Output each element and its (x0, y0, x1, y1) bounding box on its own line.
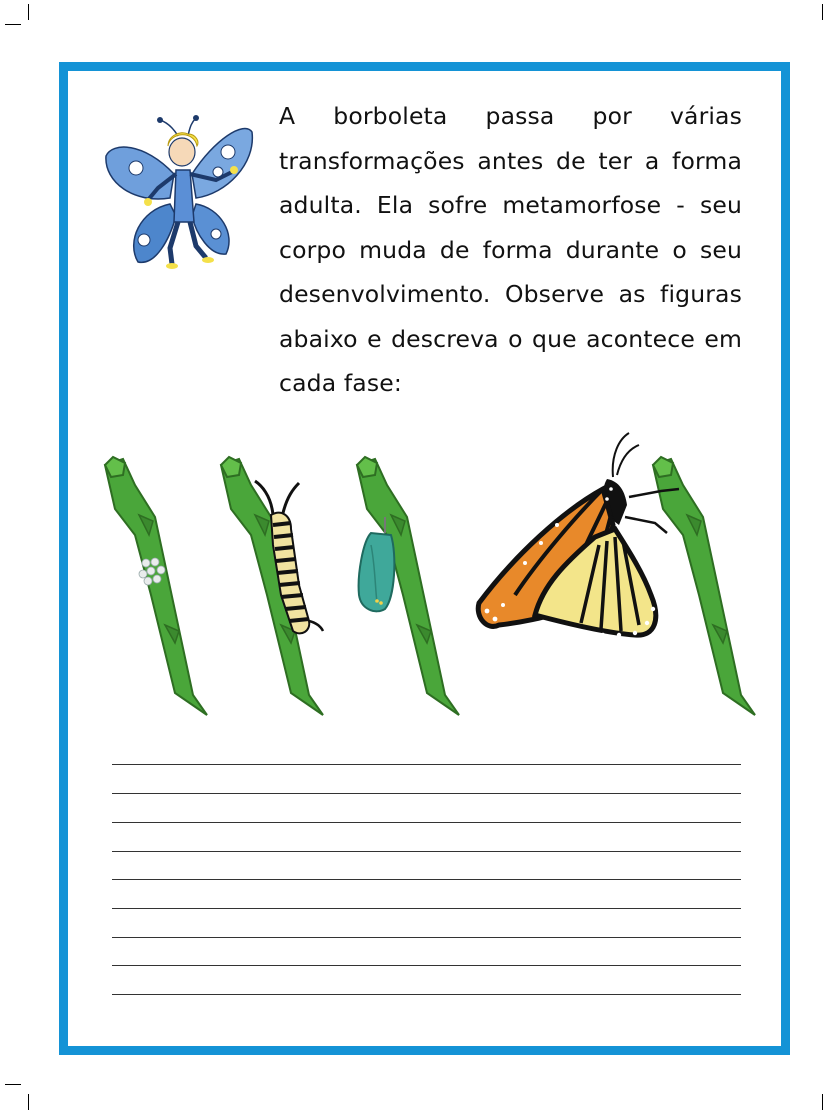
egg-stage (105, 457, 207, 715)
crop-mark (28, 4, 29, 20)
answer-line[interactable] (112, 994, 741, 995)
crop-mark (822, 1094, 823, 1110)
answer-line[interactable] (112, 793, 741, 794)
answer-line[interactable] (112, 764, 741, 765)
crop-mark (5, 1084, 21, 1085)
crop-mark (28, 1094, 29, 1110)
caterpillar-stage (221, 457, 323, 715)
answer-line[interactable] (112, 937, 741, 938)
answer-line[interactable] (112, 851, 741, 852)
crop-mark (5, 24, 21, 25)
crop-mark (822, 4, 823, 20)
answer-line[interactable] (112, 908, 741, 909)
metamorphosis-stages (95, 425, 770, 725)
answer-line[interactable] (112, 879, 741, 880)
butterfly-stage (478, 433, 755, 715)
instruction-text: A borboleta passa por várias transformações antes de ter a forma adulta. Ela sofre metamorfose - seu corpo muda de forma durante o seu desenvolvimento. Observe as figuras abaixo e descreva o que acontece em cada fase: (279, 102, 742, 397)
butterfly-fairy-illustration (104, 112, 256, 272)
answer-line[interactable] (112, 965, 741, 966)
answer-line[interactable] (112, 822, 741, 823)
chrysalis-stage (357, 457, 459, 715)
